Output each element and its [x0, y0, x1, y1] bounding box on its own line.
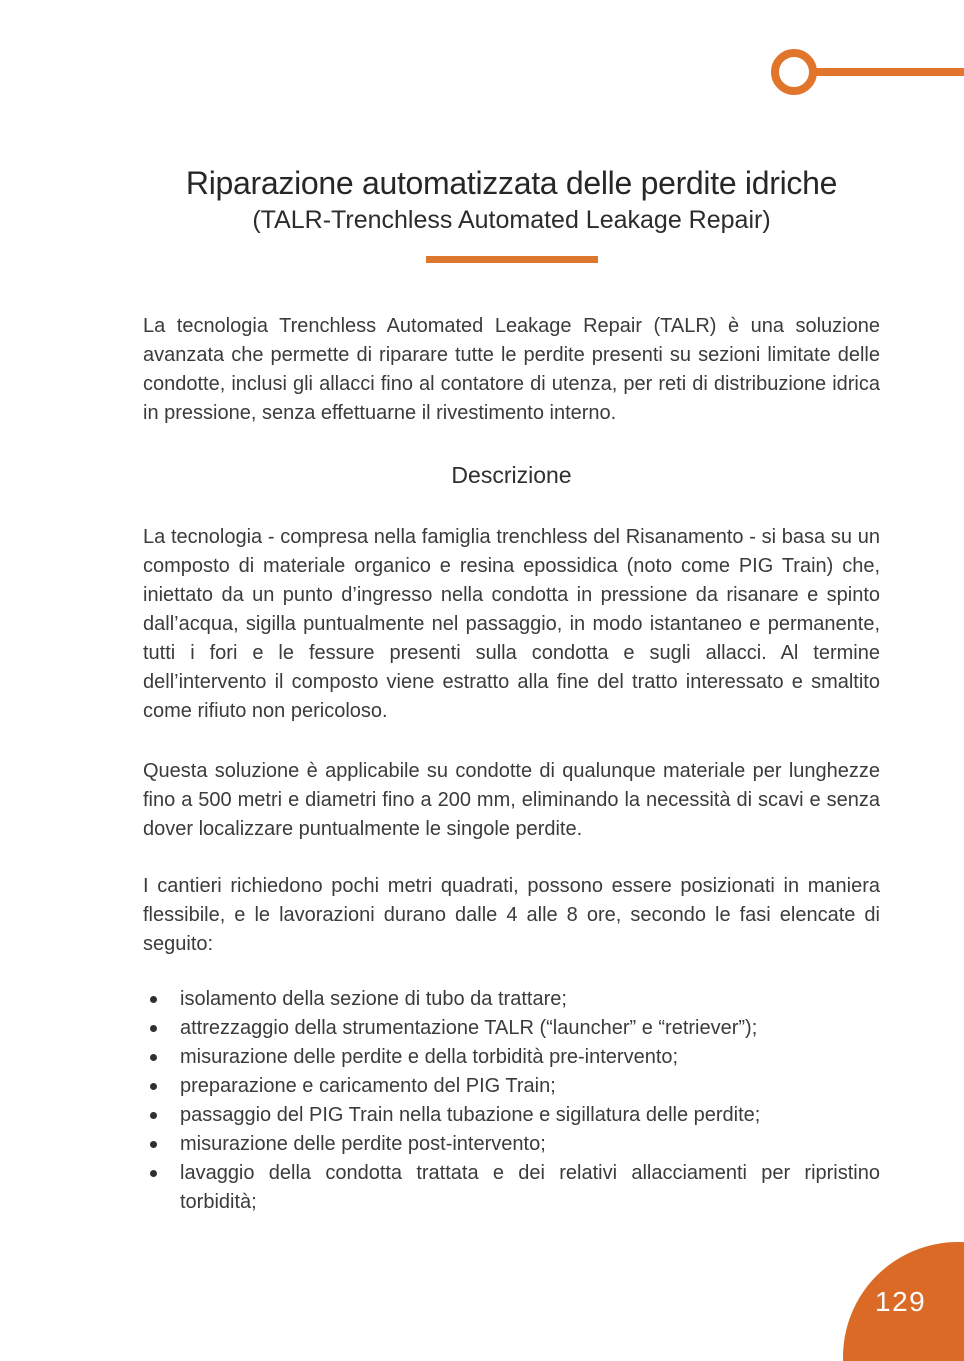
body-paragraph: La tecnologia - compresa nella famiglia trenchless del Risanamento - si basa su un composto di materiale organico e resina epossidica (noto come PIG Train) che, iniettato da un punto d’ingresso nella condotta in pressione da risanare e spinto dall’acqua, sigilla puntualmente nel passaggio, in modo istantaneo e permanente, tutti i fori e le fessure presenti sulla condotta e sugli allacci. Al termine dell’intervento il composto viene estratto alla fine del tratto interessato e smaltito come rifiuto non pericoloso.: [143, 526, 880, 722]
bullet-dot-icon: [150, 1112, 157, 1119]
body-paragraph: Questa soluzione è applicabile su condotte di qualunque materiale per lunghezze fino a 500 metri e diametri fino a 200 mm, eliminando la necessità di scavi e senza dover localizzare puntualmente le singole perdite.: [143, 760, 880, 840]
list-item: [143, 1130, 880, 1159]
intro-paragraph: La tecnologia Trenchless Automated Leakage Repair (TALR) è una soluzione avanzata che permette di riparare tutte le perdite presenti su sezioni limitate delle condotte, inclusi gli allacci fino al contatore di utenza, per reti di distribuzione idrica in pressione, senza effettuarne il rivestimento interno.: [143, 315, 880, 424]
list-item: [143, 1014, 880, 1043]
bullet-dot-icon: [150, 1054, 157, 1061]
page-subtitle: (TALR-Trenchless Automated Leakage Repair): [252, 206, 771, 234]
list-item: [143, 1101, 880, 1130]
bullet-dot-icon: [150, 1141, 157, 1148]
phase-list: [143, 985, 880, 1217]
list-item-text: lavaggio della condotta trattata e dei relativi allacciamenti per ripristino torbidità;: [180, 1162, 880, 1213]
list-item: [143, 1043, 880, 1072]
bullet-dot-icon: [150, 1025, 157, 1032]
main-content: [143, 312, 880, 1217]
page-number-badge: [843, 1242, 964, 1361]
bullet-dot-icon: [150, 1170, 157, 1177]
list-item-text: passaggio del PIG Train nella tubazione e sigillatura delle perdite;: [180, 1104, 761, 1126]
body-paragraph: I cantieri richiedono pochi metri quadrati, possono essere posizionati in maniera flessibile, e le lavorazioni durano dalle 4 alle 8 ore, secondo le fasi elencate di seguito:: [143, 875, 880, 955]
list-item: [143, 1072, 880, 1101]
ring-ornament-icon: [771, 49, 817, 95]
section-heading-descrizione: Descrizione: [451, 462, 572, 488]
bullet-dot-icon: [150, 996, 157, 1003]
page-title: Riparazione automatizzata delle perdite idriche: [185, 165, 838, 201]
title-block: [143, 163, 880, 263]
list-item-text: isolamento della sezione di tubo da trattare;: [180, 988, 567, 1010]
bullet-dot-icon: [150, 1083, 157, 1090]
header-rule-line: [813, 68, 964, 76]
list-item-text: misurazione delle perdite post-intervento;: [180, 1133, 546, 1155]
list-item-text: preparazione e caricamento del PIG Train;: [180, 1075, 556, 1097]
page-number: 129: [875, 1286, 927, 1317]
list-item-text: misurazione delle perdite e della torbidità pre-intervento;: [180, 1046, 679, 1068]
title-divider: [426, 256, 598, 263]
list-item: [143, 985, 880, 1014]
list-item: [143, 1159, 880, 1217]
list-item-text: attrezzaggio della strumentazione TALR (“launcher” e “retriever”);: [180, 1017, 758, 1039]
